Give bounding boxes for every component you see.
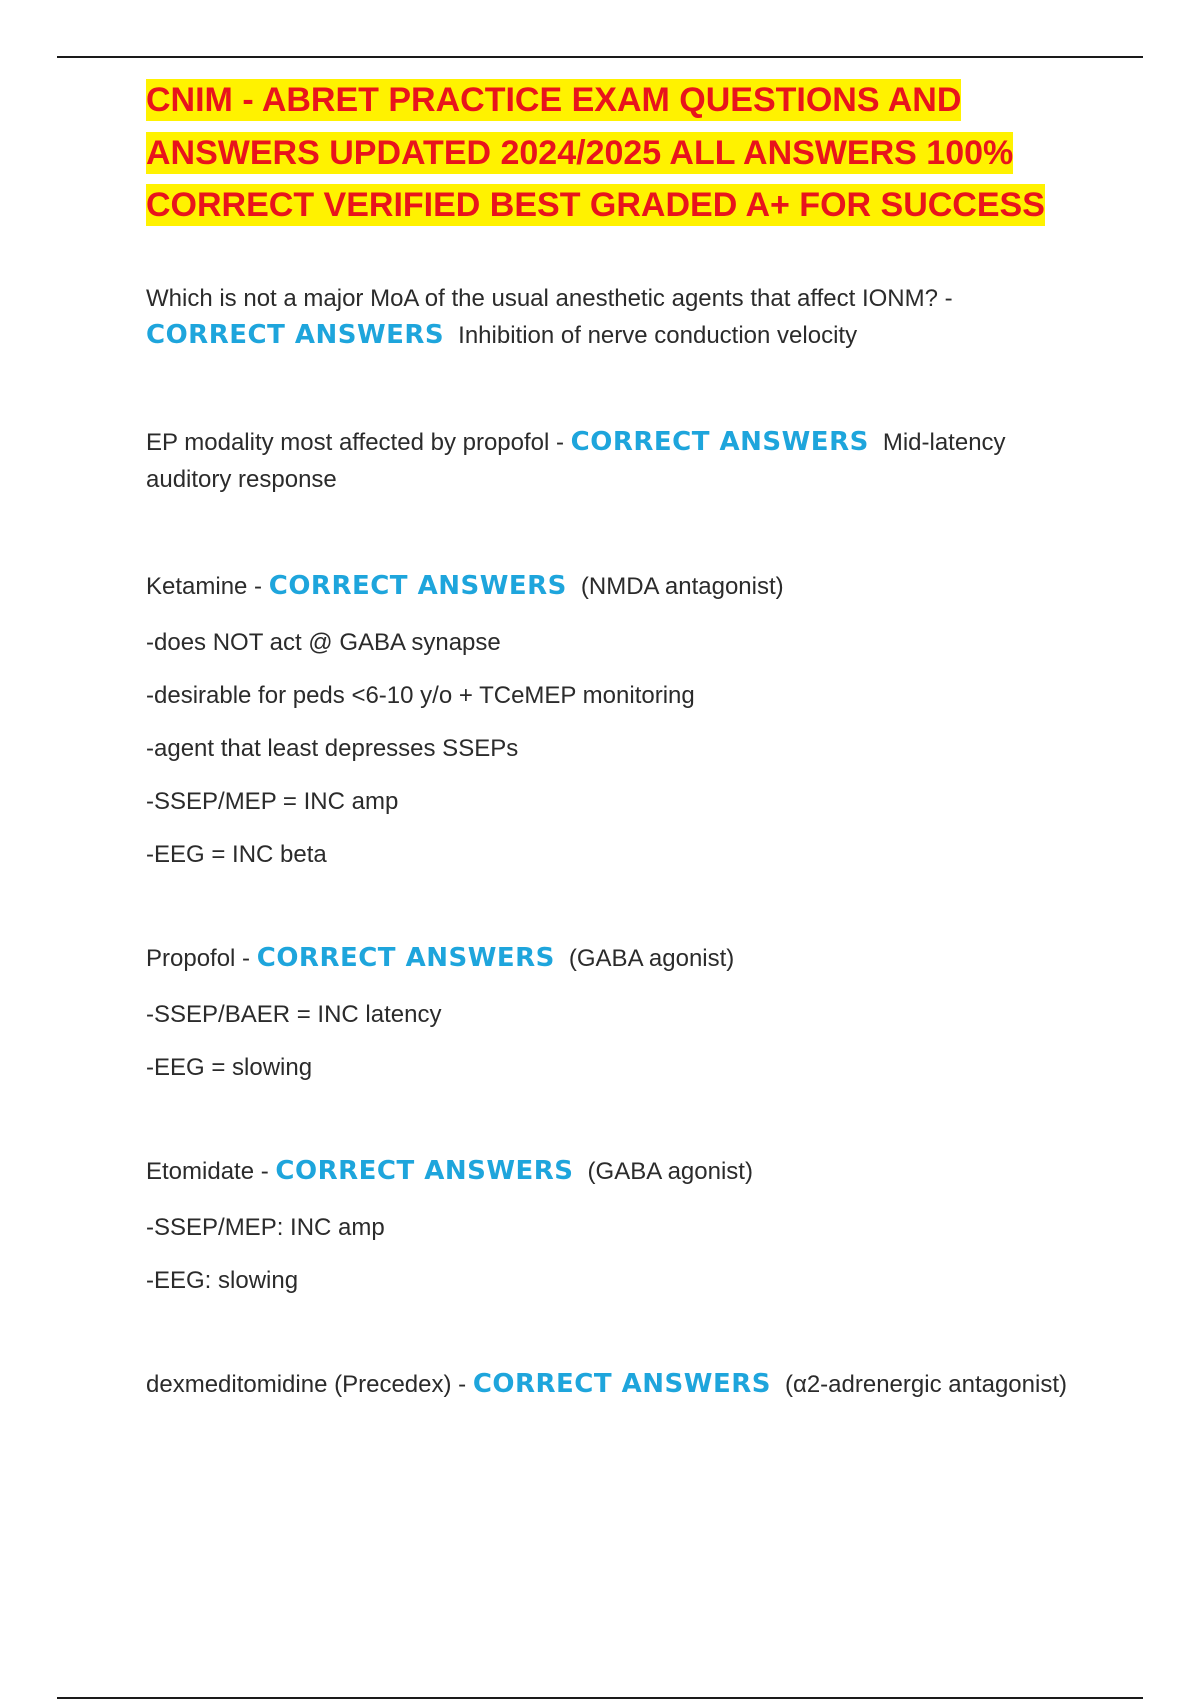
question-text: EP modality most affected by propofol - <box>146 428 564 456</box>
qa-entry <box>146 1366 1086 1403</box>
title-line-1: CNIM - ABRET PRACTICE EXAM QUESTIONS AND <box>146 81 962 119</box>
qa-entry <box>146 568 1086 605</box>
document-body <box>146 74 1086 1403</box>
top-rule <box>57 56 1143 58</box>
answer-tag: CORRECT ANSWERS <box>146 319 445 350</box>
question-text: Etomidate - <box>146 1157 269 1185</box>
answer-tag: CORRECT ANSWERS <box>275 1155 574 1186</box>
detail-line: -SSEP/MEP = INC amp <box>146 787 399 815</box>
question-text: Which is not a major MoA of the usual anesthetic agents that affect IONM? - <box>146 284 953 312</box>
answer-tag: CORRECT ANSWERS <box>472 1368 771 1399</box>
question-text: Propofol - <box>146 944 251 972</box>
question-text: dexmeditomidine (Precedex) - <box>146 1370 467 1398</box>
qa-block-6 <box>146 1366 1086 1403</box>
answer-text: (GABA agonist) <box>587 1157 753 1185</box>
qa-entry <box>146 280 1086 354</box>
answer-text: Mid-latency auditory response <box>146 428 1006 493</box>
qa-block-2 <box>146 424 1086 498</box>
answer-text: (GABA agonist) <box>568 944 735 972</box>
document-title <box>146 74 1086 232</box>
detail-line: -EEG = slowing <box>146 1053 313 1081</box>
answer-text: (NMDA antagonist) <box>580 572 784 600</box>
qa-block-3 <box>146 568 1086 870</box>
answer-tag: CORRECT ANSWERS <box>256 942 555 973</box>
answer-tag: CORRECT ANSWERS <box>570 426 869 457</box>
detail-line: -EEG: slowing <box>146 1266 299 1294</box>
answer-text: Inhibition of nerve conduction velocity <box>458 321 858 349</box>
qa-entry <box>146 1153 1086 1190</box>
title-line-3: CORRECT VERIFIED BEST GRADED A+ FOR SUCCESS <box>146 186 1045 224</box>
qa-block-4 <box>146 940 1086 1083</box>
qa-block-1 <box>146 280 1086 354</box>
detail-line: -agent that least depresses SSEPs <box>146 734 519 762</box>
detail-line: -EEG = INC beta <box>146 840 327 868</box>
detail-line: -SSEP/BAER = INC latency <box>146 1000 442 1028</box>
answer-tag: CORRECT ANSWERS <box>268 570 567 601</box>
question-text: Ketamine - <box>146 572 263 600</box>
detail-line: -desirable for peds <6-10 y/o + TCeMEP monitoring <box>146 681 695 709</box>
title-line-2: ANSWERS UPDATED 2024/2025 ALL ANSWERS 100% <box>146 133 1014 172</box>
answer-text: (α2-adrenergic antagonist) <box>784 1370 1067 1398</box>
detail-line: -SSEP/MEP: INC amp <box>146 1213 385 1241</box>
qa-block-5 <box>146 1153 1086 1296</box>
bottom-rule <box>57 1697 1143 1699</box>
qa-entry <box>146 424 1086 498</box>
qa-entry <box>146 940 1086 977</box>
detail-line: -does NOT act @ GABA synapse <box>146 628 501 656</box>
